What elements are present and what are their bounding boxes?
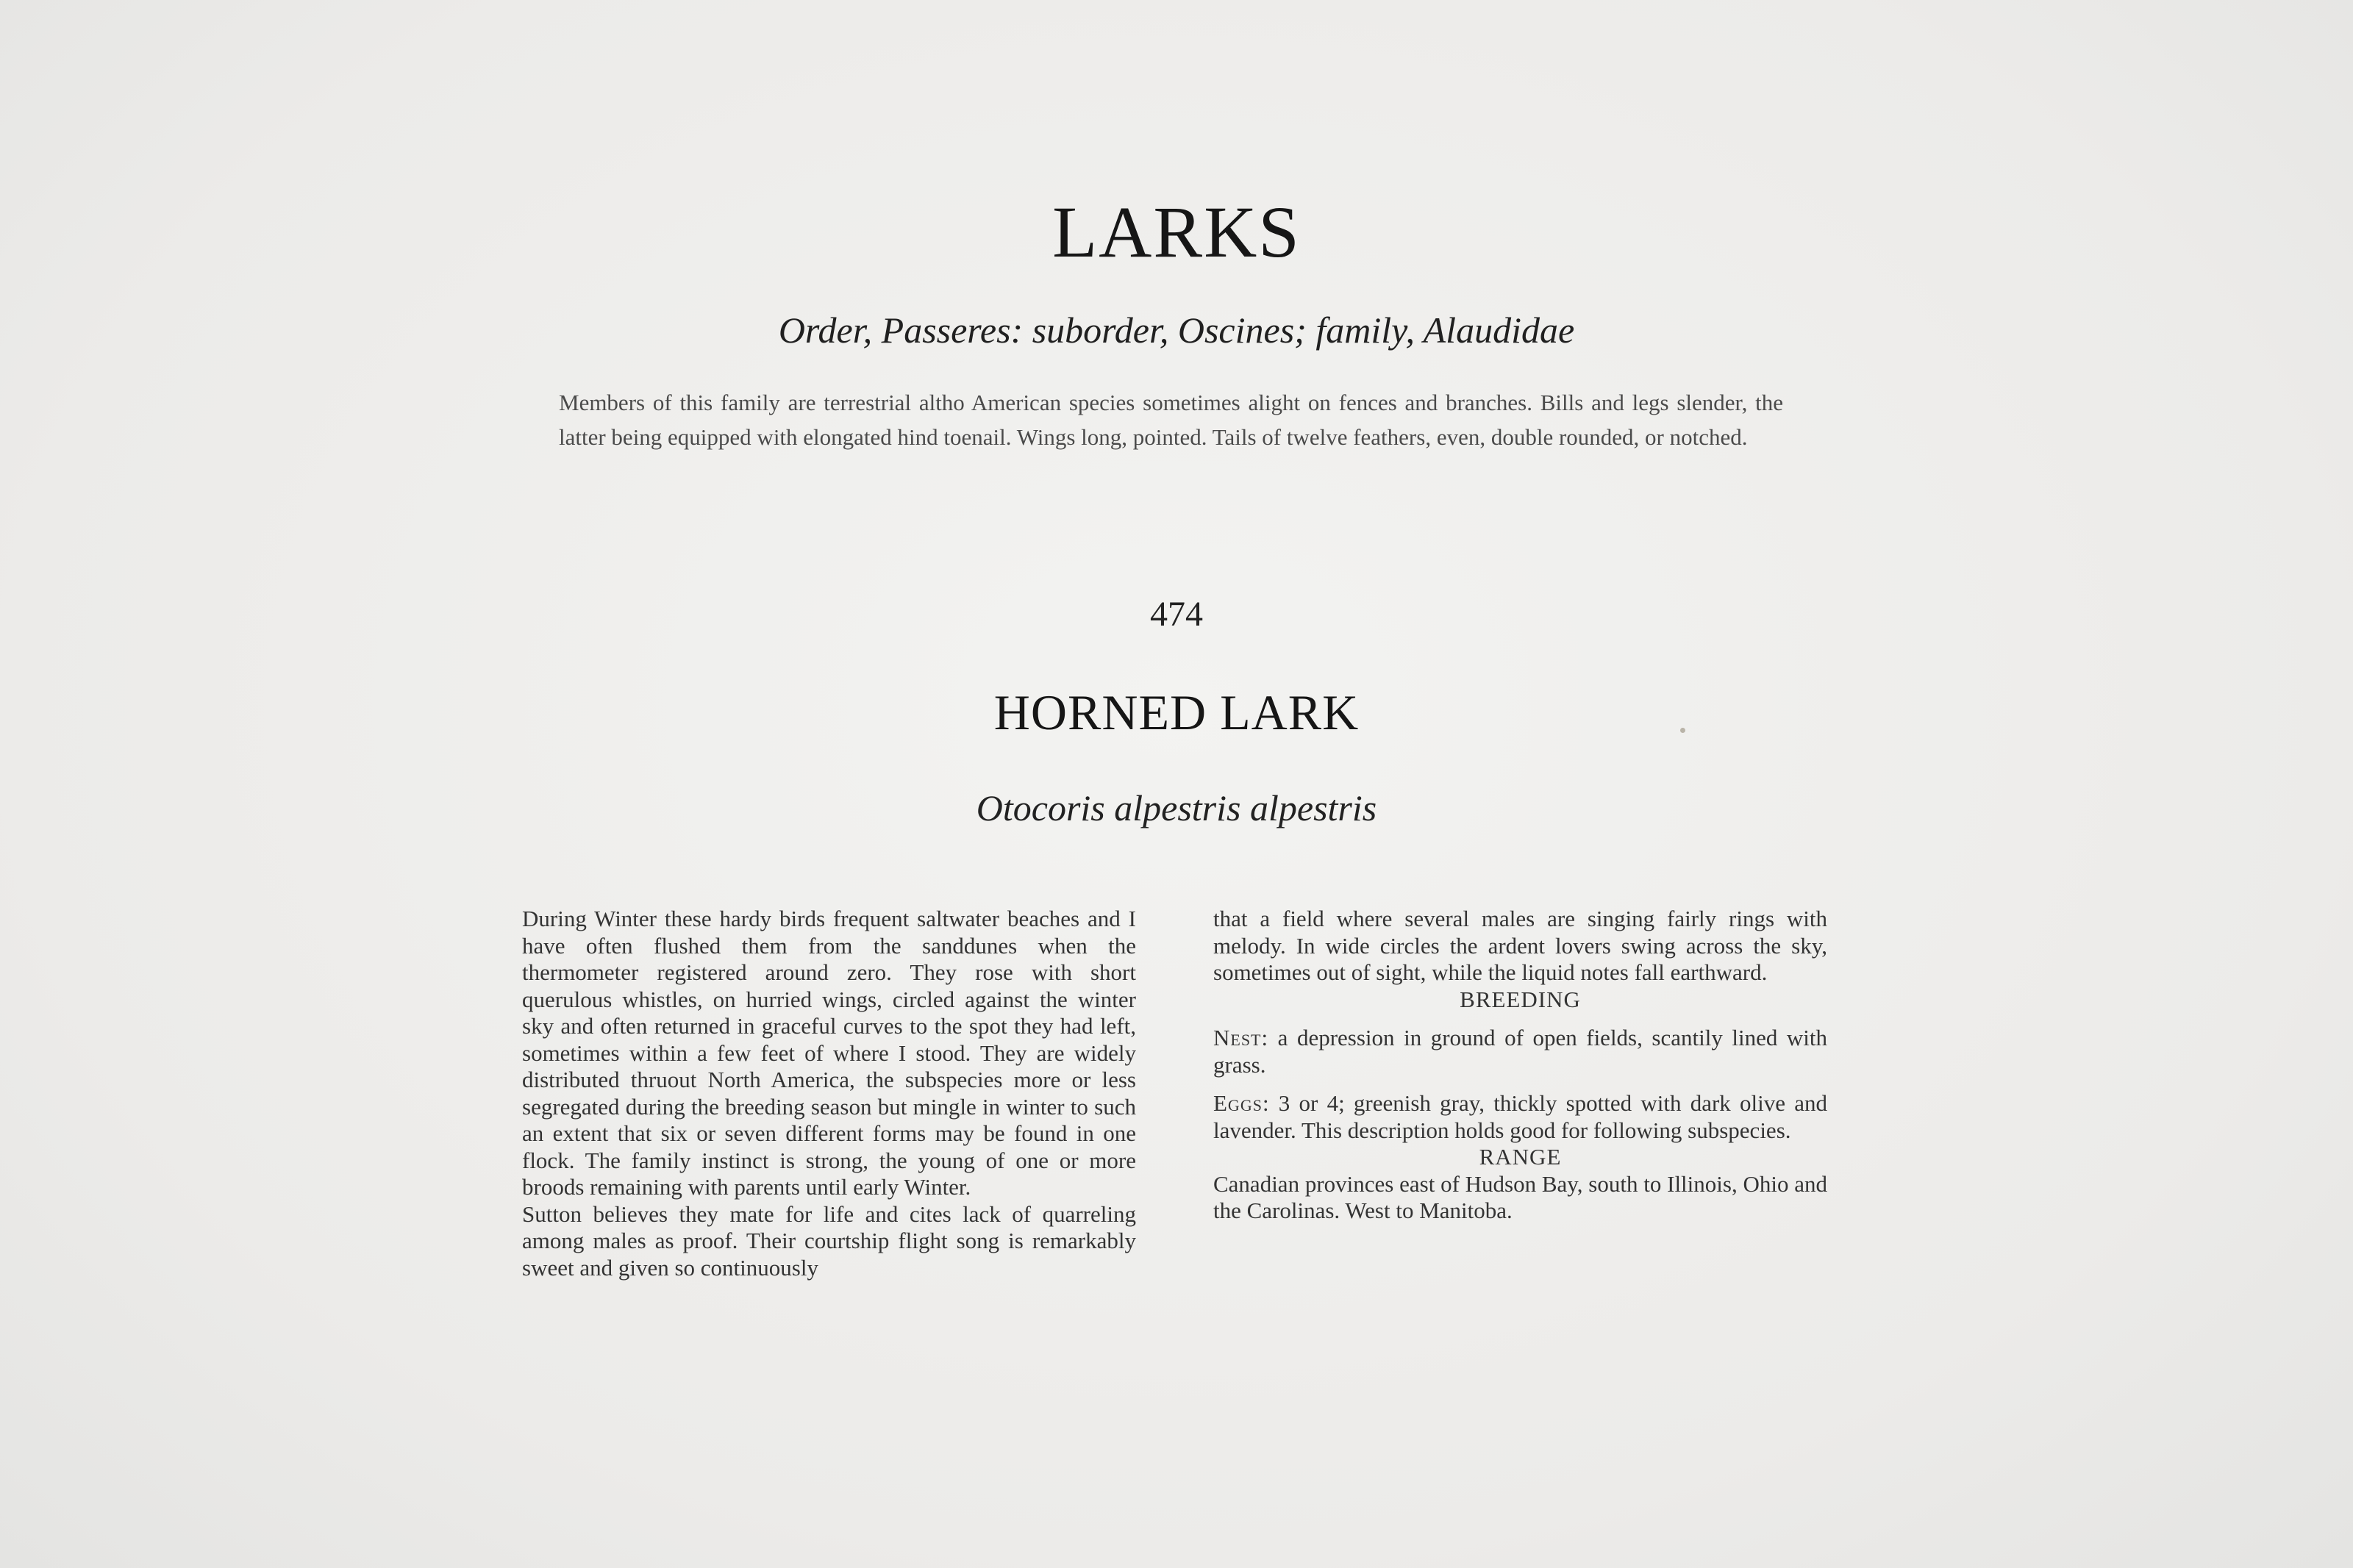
range-text: Canadian provinces east of Hudson Bay, south to Illinois, Ohio and the Carolinas. West to Manitoba. bbox=[1213, 1170, 1827, 1223]
nest-text: a depression in ground of open fields, scantily lined with grass. bbox=[1213, 1025, 1827, 1078]
eggs-entry bbox=[1213, 1090, 1827, 1144]
paper-speck bbox=[1680, 728, 1685, 733]
species-latin-name: Otocoris alpestris alpestris bbox=[976, 787, 1377, 828]
eggs-label: Eggs: bbox=[1213, 1090, 1270, 1116]
family-description: Members of this family are terrestrial altho American species sometimes alight on fences and branches. Bills and legs slender, the latter being equipped with elongated hind toenail. Wings long, pointed. Tails of twelve feathers, even, double rounded, or notched. bbox=[559, 390, 1783, 450]
family-title: LARKS bbox=[1052, 191, 1301, 273]
right-text-column bbox=[1213, 906, 1827, 1225]
body-paragraph: that a field where several males are singing fairly rings with melody. In wide circles the ardent lovers swing across the sky, sometimes out of sight, while the liquid notes fall earthward. bbox=[1213, 906, 1827, 985]
family-classification: Order, Passeres: suborder, Oscines; family, Alaudidae bbox=[778, 309, 1575, 351]
body-paragraph: During Winter these hardy birds frequent saltwater beaches and I have often flushed them from the sanddunes when the thermometer registered around zero. They rose with short querulous whistles, on hurried wings, circled against the winter sky and often returned in graceful curves to the spot they had left, sometimes within a few feet of where I stood. They are widely distributed thruout North America, the subspecies more or less segregated during the breeding season but mingle in winter to such an extent that six or seven different forms may be found in one flock. The family instinct is strong, the young of one or more broods remaining with parents until early Winter. bbox=[522, 906, 1136, 1200]
eggs-text: 3 or 4; greenish gray, thickly spotted with dark olive and lavender. This description holds good for following subspecies. bbox=[1213, 1090, 1827, 1143]
nest-label: Nest: bbox=[1213, 1025, 1269, 1050]
breeding-heading: BREEDING bbox=[1460, 986, 1581, 1012]
range-heading: RANGE bbox=[1479, 1144, 1562, 1170]
body-paragraph: Sutton believes they mate for life and cites lack of quarreling among males as proof. Their courtship flight song is remarkably sweet and given so continuously bbox=[522, 1200, 1136, 1281]
species-number: 474 bbox=[1150, 595, 1203, 634]
left-text-column bbox=[522, 906, 1136, 1281]
species-name: HORNED LARK bbox=[993, 684, 1360, 740]
nest-entry bbox=[1213, 1025, 1827, 1078]
